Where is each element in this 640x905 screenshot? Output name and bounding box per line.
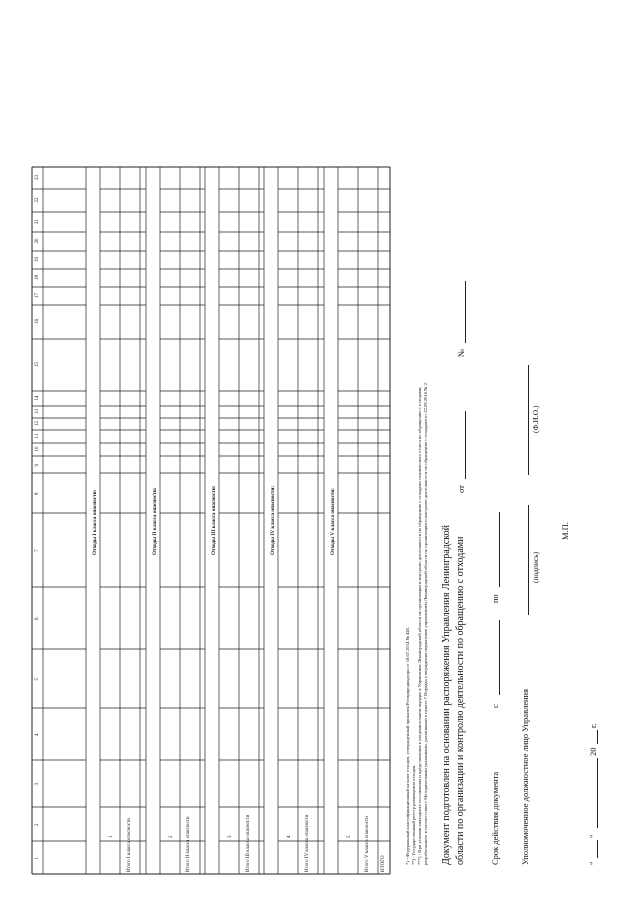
- date-month-field[interactable]: [597, 758, 598, 828]
- column-number-2: 2: [35, 823, 40, 826]
- official-label: Уполномоченное должностное лицо Управления: [520, 689, 530, 865]
- validity-from-label: с: [490, 704, 500, 708]
- column-number-22: 22: [35, 197, 40, 203]
- column-number-13: 13: [35, 409, 40, 414]
- date-year-prefix: 20: [588, 747, 598, 756]
- validity-to-label: по: [490, 594, 500, 603]
- column-number-17: 17: [35, 293, 40, 298]
- name-caption: (Ф.И.О.): [531, 405, 540, 433]
- date-quote-open: ": [588, 861, 598, 865]
- column-number-15: 15: [35, 362, 40, 367]
- column-number-12: 12: [35, 421, 40, 426]
- signature-caption: (подпись): [531, 551, 540, 583]
- column-number-1: 1: [35, 857, 40, 860]
- column-number-11: 11: [35, 433, 40, 439]
- subtotal-label-class-1: Итого I класса опасности: [127, 818, 132, 872]
- column-number-18: 18: [35, 275, 40, 280]
- column-number-19: 19: [35, 257, 40, 262]
- footnote-3: ***) - При условии ежегодного составления и представления в уведомительном порядке в Управление Ленинградской области по организации и контролю деятельности по обращению с отходами технического отчета по обращению с отходами,: [417, 386, 422, 865]
- section-header-class-5: Отходы V класса опасности:: [330, 487, 336, 555]
- column-number-23: 23: [35, 175, 40, 180]
- row-number-4: 4: [287, 835, 292, 838]
- validity-from-field[interactable]: [499, 620, 500, 695]
- basis-line-2: области по организации и контролю деятельности по обращению с отходами: [455, 536, 466, 865]
- footnote-2: **) - Государственный реестр размещения отходов.: [411, 764, 416, 865]
- column-number-5: 5: [35, 678, 40, 681]
- validity-to-field[interactable]: [499, 512, 500, 587]
- date-year-suffix: г.: [588, 723, 598, 728]
- column-number-9: 9: [35, 464, 40, 467]
- column-number-10: 10: [35, 446, 40, 452]
- row-number-2: 2: [169, 835, 174, 838]
- subtotal-label-class-5: Итого V класса опасности: [365, 816, 370, 872]
- order-date-field[interactable]: [465, 411, 466, 479]
- column-number-16: 16: [35, 319, 40, 324]
- column-number-14: 14: [35, 395, 40, 401]
- footnote-4: разработанного в соответствии с Методическими указаниями, указанными в пункте 7 Порядка утверждения нормативов управлением Ленинградской области по организации и контролю деятельности по обращению с отходами от 22.09.2016 № 2.: [423, 381, 428, 865]
- section-header-class-2: Отходы II класса опасности:: [152, 487, 158, 555]
- section-header-class-4: Отходы IV класса опасности:: [270, 485, 276, 555]
- row-number-1: 1: [109, 835, 114, 838]
- footnote-1: *) - Федеральный классификационный каталог отходов, утвержденный приказом Росприроднадзора от 18.07.2014 № 445.: [405, 626, 410, 865]
- column-number-8: 8: [35, 492, 40, 495]
- validity-label: Срок действия документа: [490, 771, 500, 865]
- grand-total-label: ИТОГО: [381, 855, 386, 872]
- row-number-5: 5: [347, 835, 352, 838]
- signature-field[interactable]: [528, 505, 529, 615]
- subtotal-label-class-3: Итого III класса опасности: [246, 814, 251, 872]
- column-number-20: 20: [35, 238, 40, 244]
- row-number-3: 3: [228, 835, 233, 838]
- column-number-3: 3: [35, 783, 40, 786]
- order-date-label: от: [456, 485, 466, 493]
- date-day-field[interactable]: [597, 840, 598, 858]
- order-number-label: №: [456, 348, 466, 357]
- column-number-4: 4: [35, 733, 40, 736]
- basis-line-1: Документ подготовлен на основании распоряжения Управления Ленинградской: [441, 525, 452, 865]
- section-header-class-1: Отходы I класса опасности:: [92, 489, 98, 555]
- subtotal-label-class-2: Итого II класса опасности: [186, 816, 191, 872]
- date-quote-close: ": [588, 834, 598, 838]
- section-header-class-3: Отходы III класса опасности:: [211, 485, 217, 555]
- date-year-field[interactable]: [597, 730, 598, 744]
- subtotal-label-class-4: Итого IV класса опасности: [305, 814, 310, 872]
- name-field[interactable]: [528, 365, 529, 475]
- column-number-7: 7: [35, 549, 40, 552]
- stamp-label: М.П.: [560, 522, 570, 540]
- column-number-21: 21: [35, 219, 40, 224]
- column-number-6: 6: [35, 617, 40, 620]
- order-number-field[interactable]: [465, 281, 466, 343]
